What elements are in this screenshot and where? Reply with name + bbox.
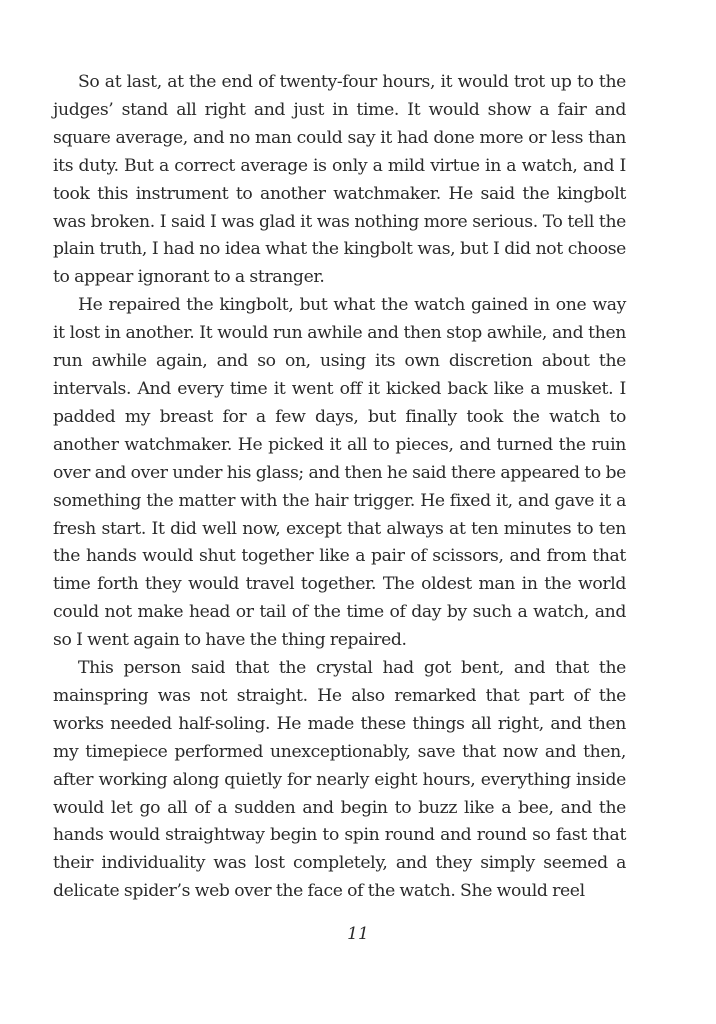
- paragraph-2: He repaired the kingbolt, but what the watch gained in one way it lost in another. It would run awhile and then stop awhile, and then run awhile again, and so on, using its own discretion about the intervals. And every time it went off it kicked back like a musket. I padded my breast for a few days, but finally took the watch to another watchmaker. He picked it all to pieces, and turned the ruin over and over under his glass; and then he said there appeared to be something the matter with the hair trigger. He fixed it, and gave it a fresh start. It did well now, except that always at ten minutes to ten the hands would shut together like a pair of scissors, and from that time forth they would travel together. The oldest man in the world could not make head or tail of the time of day by such a watch, and so I went again to have the thing repaired.: [53, 295, 626, 651]
- paragraph-1: So at last, at the end of twenty-four hours, it would trot up to the judges’ stand all right and just in time. It would show a fair and square average, and no man could say it had done more or less than its duty. But a correct average is only a mild virtue in a watch, and I took this instrument to another watchmaker. He said the kingbolt was broken. I said I was glad it was nothing more serious. To tell the plain truth, I had no idea what the kingbolt was, but I did not choose to appear ignorant to a stranger.: [53, 72, 626, 288]
- body-text: [53, 69, 626, 906]
- page-number: 11: [347, 924, 369, 944]
- paragraph-3: This person said that the crystal had got bent, and that the mainspring was not straight. He also remarked that part of the works needed half-soling. He made these things all right, and then my timepiece performed unexceptionably, save that now and then, after working along quietly for nearly eight hours, everything inside would let go all of a sudden and begin to buzz like a bee, and the hands would straightway begin to spin round and round so fast that their individuality was lost completely, and they simply seemed a delicate spider’s web over the face of the watch. She would reel: [53, 658, 626, 902]
